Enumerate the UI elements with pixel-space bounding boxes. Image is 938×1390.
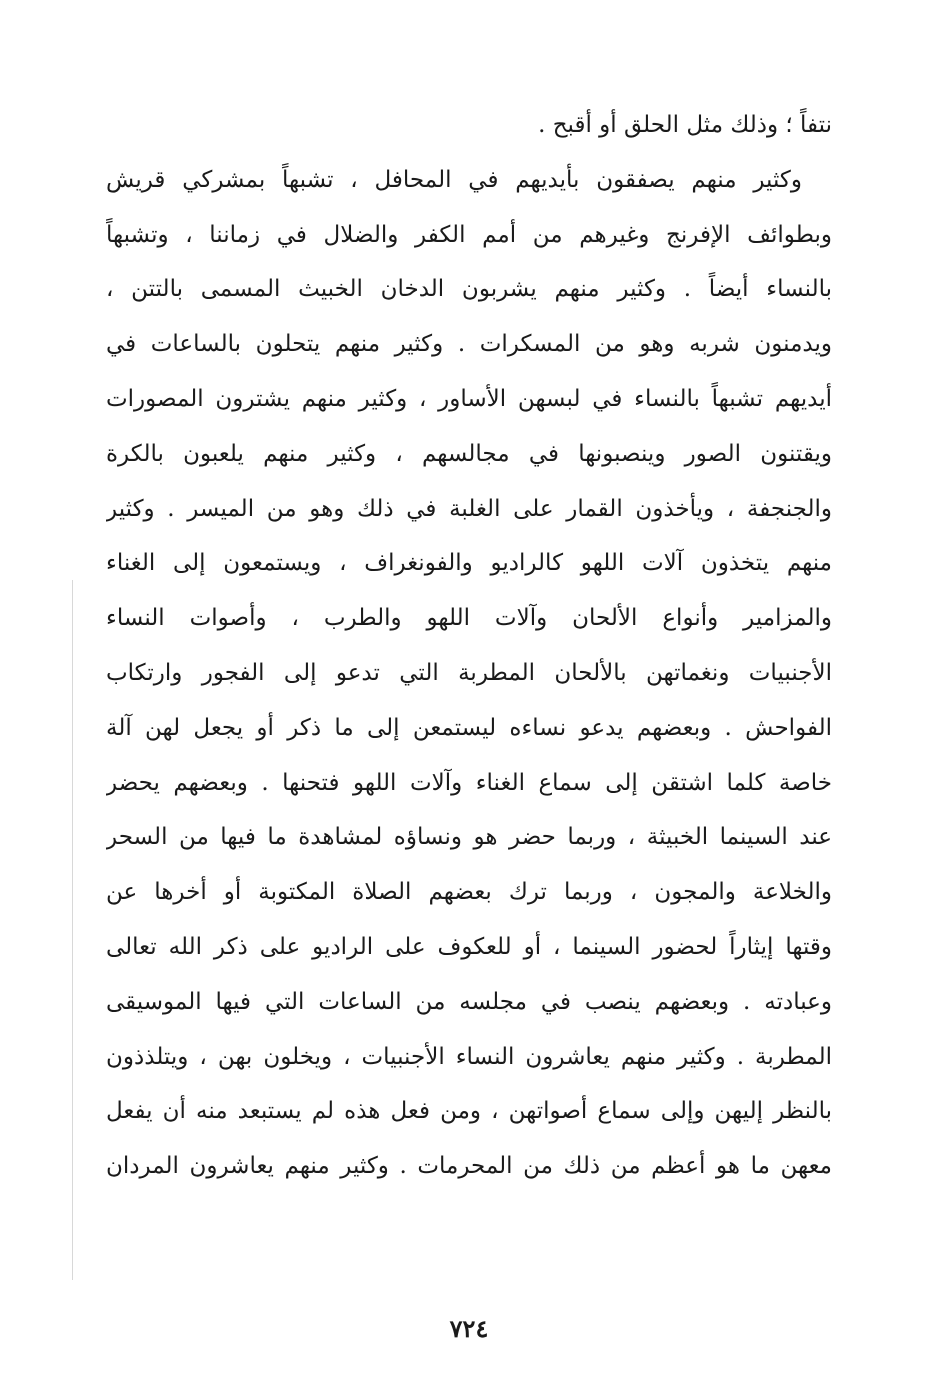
text-line: أيديهم تشبهاً بالنساء في لبسهن الأساور ، وكثير منهم يشترون المصورات <box>106 385 832 412</box>
text-line: نتفاً ؛ وذلك مثل الحلق أو أقبح . <box>538 112 832 138</box>
text-line: والمزامير وأنواع الألحان وآلات اللهو والطرب ، وأصوات النساء <box>106 605 832 632</box>
text-line: معهن ما هو أعظم من ذلك من المحرمات . وكثير منهم يعاشرون المردان <box>106 1153 832 1180</box>
text-line: عند السينما الخبيثة ، وربما حضر هو ونساؤه لمشاهدة ما فيها من السحر <box>106 824 832 851</box>
text-line: ويدمنون شربه وهو من المسكرات . وكثير منهم يتحلون بالساعات في <box>106 331 832 358</box>
text-line: ويقتنون الصور وينصبونها في مجالسهم ، وكثير منهم يلعبون بالكرة <box>106 440 832 467</box>
text-line: الأجنبيات ونغماتهن بالألحان المطربة التي تدعو إلى الفجور وارتكاب <box>106 659 832 686</box>
text-line: بالنظر إليهن وإلى سماع أصواتهن ، ومن فعل هذه لم يستبعد منه أن يفعل <box>106 1098 832 1125</box>
text-line: وعبادته . وبعضهم ينصب في مجلسه من الساعات التي فيها الموسيقى <box>106 988 832 1015</box>
text-line: وكثير منهم يصفقون بأيديهم في المحافل ، تشبهاً بمشركي قريش <box>106 166 802 193</box>
text-line: بالنساء أيضاً . وكثير منهم يشربون الدخان الخبيث المسمى بالتتن ، <box>106 276 832 303</box>
text-line: وقتها إيثاراً لحضور السينما ، أو للعكوف على الراديو على ذكر الله تعالى <box>106 933 832 960</box>
text-line: الفواحش . وبعضهم يدعو نساءه ليستمعن إلى ما ذكر أو يجعل لهن آلة <box>106 714 832 741</box>
page-crease-line <box>72 580 73 1280</box>
text-line: منهم يتخذون آلات اللهو كالراديو والفونغراف ، ويستمعون إلى الغناء <box>106 550 832 577</box>
text-line: والجنجفة ، ويأخذون القمار على الغلبة في ذلك وهو من الميسر . وكثير <box>106 495 832 522</box>
page-number: ٧٢٤ <box>449 1314 489 1343</box>
text-line: والخلاعة والمجون ، وربما ترك بعضهم الصلاة المكتوبة أو أخرها عن <box>106 879 832 906</box>
text-line: المطربة . وكثير منهم يعاشرون النساء الأجنبيات ، ويخلون بهن ، ويتلذذون <box>106 1043 832 1070</box>
body-text <box>106 98 832 1194</box>
text-line: وبطوائف الإفرنج وغيرهم من أمم الكفر والضلال في زماننا ، وتشبهاً <box>106 221 832 248</box>
text-line: خاصة كلما اشتقن إلى سماع الغناء وآلات اللهو فتحنها . وبعضهم يحضر <box>106 769 832 796</box>
